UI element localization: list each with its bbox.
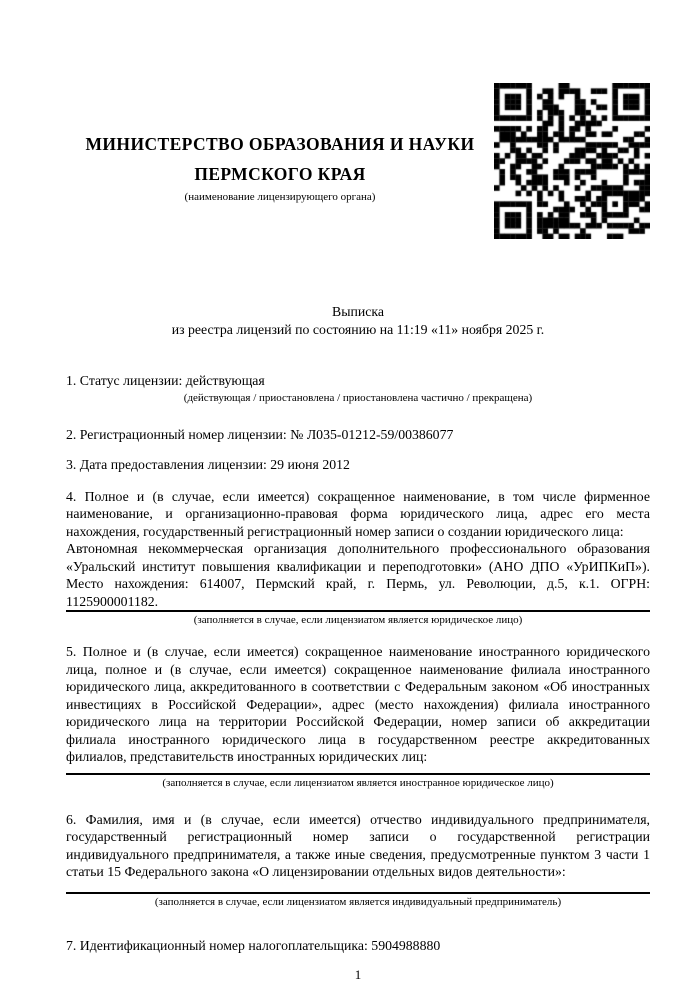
document-title-line2: из реестра лицензий по состоянию на 11:19 «11» ноября 2025 г. <box>171 321 545 337</box>
item-4-text: 4. Полное и (в случае, если имеется) сокращенное наименование, в том числе фирменное наименование, и организационно-правовая форма юридического лица, адрес его места нахождения, государственный регистрационный номер записи о создании юридического лица: <box>66 488 650 539</box>
item-1-license-status <box>66 372 650 405</box>
item-3-text: 3. Дата предоставления лицензии: 29 июня 2012 <box>66 457 350 472</box>
item-5-foreign-entity <box>66 643 650 790</box>
item-6-caption: (заполняется в случае, если лицензиатом является индивидуальный предприниматель) <box>154 895 562 908</box>
item-5-text: 5. Полное и (в случае, если имеется) сокращенное наименование иностранного юридического лица, полное и (в случае, если имеется) сокращенное наименование филиала иностранного юридического лица, аккредитованного в соответствии с Федеральным законом «Об иностранных инвестициях в Российской Федерации», адрес (место нахождения) филиала иностранного юридического лица на территории Российской Федерации, номер записи об аккредитации филиала иностранного юридического лица в государственном реестре аккредитованных филиалов, представительств иностранных юридических лиц: <box>66 644 650 764</box>
item-3-license-date <box>66 456 650 474</box>
item-7-taxpayer-number <box>66 937 650 955</box>
item-6-text: 6. Фамилия, имя и (в случае, если имеется) отчество индивидуального предпринимателя, государственный регистрационный номер записи о государственной регистрации индивидуального предпринимателя, а также иные сведения, предусмотренные пунктом 3 части 1 статьи 15 Федерального закона «О лицензировании отдельных видов деятельности»: <box>66 811 650 879</box>
item-6-individual-entrepreneur <box>66 811 650 909</box>
qr-code-icon <box>494 83 650 239</box>
item-1-caption: (действующая / приостановлена / приостановлена частично / прекращена) <box>183 391 533 404</box>
licensing-authority-block <box>66 83 494 204</box>
item-2-registration-number <box>66 426 650 444</box>
page-number: 1 <box>354 967 362 982</box>
item-4-value: Автономная некоммерческая организация дополнительного профессионального образования «Уральский институт повышения квалификации и переподготовки» (АНО ДПО «УрИПКиП»). Место нахождения: 614007, Пермский край, г. Пермь, ул. Революции, д.5, к.1. ОГРН: 1125900001182. <box>66 540 650 612</box>
ministry-name-line2: ПЕРМСКОГО КРАЯ <box>194 164 366 184</box>
item-5-caption: (заполняется в случае, если лицензиатом является иностранное юридическое лицо) <box>162 776 554 789</box>
ministry-name-line1: МИНИСТЕРСТВО ОБРАЗОВАНИЯ И НАУКИ <box>85 134 475 154</box>
licensing-authority-caption: (наименование лицензирующего органа) <box>184 191 376 203</box>
item-1-text: 1. Статус лицензии: действующая <box>66 373 265 388</box>
licensing-authority-name <box>66 129 494 189</box>
document-header <box>66 83 650 239</box>
item-6-blank-field <box>66 881 650 894</box>
item-7-text: 7. Идентификационный номер налогоплательщика: 5904988880 <box>66 937 441 953</box>
item-2-text: 2. Регистрационный номер лицензии: № Л035-01212-59/00386077 <box>66 426 454 442</box>
document-title <box>66 303 650 338</box>
document-title-line1: Выписка <box>332 304 384 319</box>
item-5-blank-field <box>66 766 650 775</box>
item-4-legal-entity <box>66 488 650 628</box>
item-4-caption: (заполняется в случае, если лицензиатом является юридическое лицо) <box>193 614 523 626</box>
